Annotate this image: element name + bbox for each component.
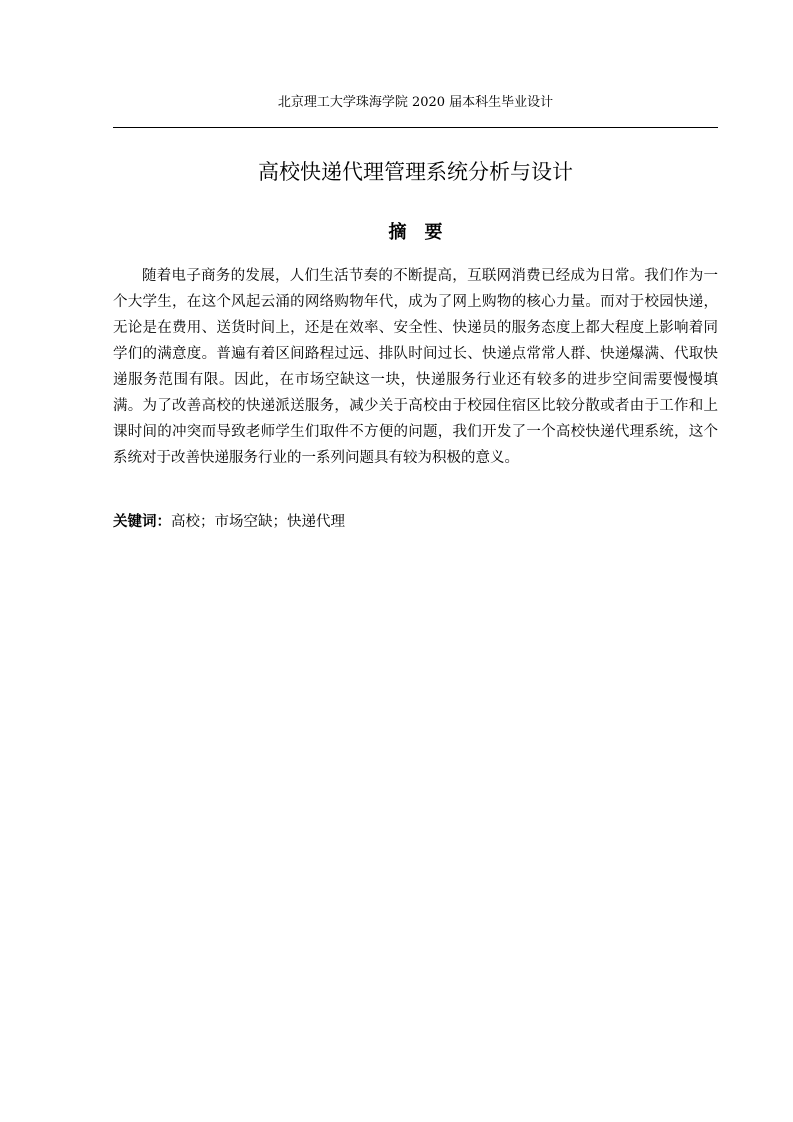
abstract-heading: 摘要 <box>388 222 461 243</box>
document-title: 高校快递代理管理系统分析与设计 <box>258 160 573 184</box>
keywords-line <box>113 509 718 535</box>
header-divider <box>113 127 718 128</box>
keywords-value: 高校；市场空缺；快递代理 <box>171 514 345 530</box>
keywords-label: 关键词： <box>113 513 171 530</box>
running-header: 北京理工大学珠海学院 2020 届本科生毕业设计 <box>277 95 554 110</box>
abstract-paragraph: 随着电子商务的发展，人们生活节奏的不断提高，互联网消费已经成为日常。我们作为一个大学生，在这个风起云涌的网络购物年代，成为了网上购物的核心力量。而对于校园快递，无论是在费用、送货时间上，还是在效率、安全性、快递员的服务态度上都大程度上影响着同学们的满意度。普遍有着区间路程过远、排队时间过长、快递点常常人群、快递爆满、代取快递服务范围有限。因此，在市场空缺这一块，快递服务行业还有较多的进步空间需要慢慢填满。为了改善高校的快递派送服务，减少关于高校由于校园住宿区比较分散或者由于工作和上课时间的冲突而导致老师学生们取件不方便的问题，我们开发了一个高校快递代理系统，这个系统对于改善快递服务行业的一系列问题具有较为积极的意义。 <box>113 268 718 466</box>
